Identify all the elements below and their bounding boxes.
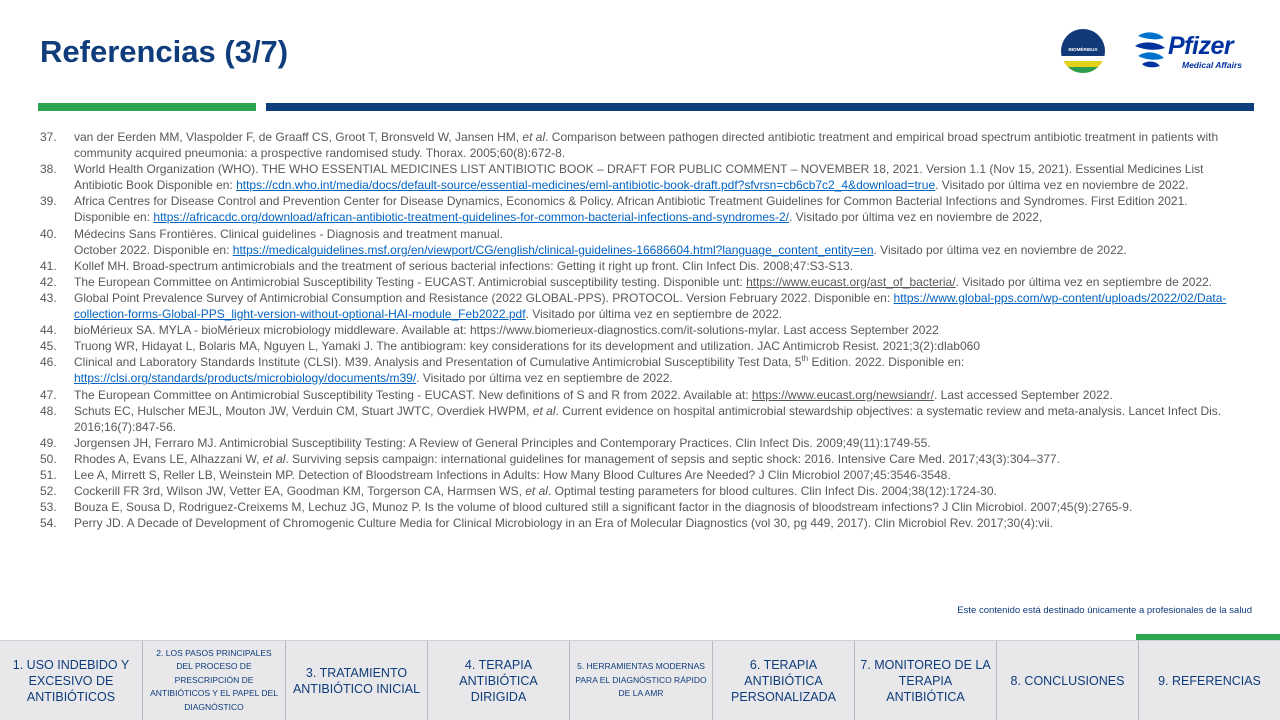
reference-item — [40, 226, 1245, 258]
reference-text: Africa Centres for Disease Control and Prevention Center for Disease Dynamics, Economics & Policy. African Antibiotic Treatment Guidelines for Common Bacterial Infections and Syndromes. First Edition 2021. Disponible en: — [74, 194, 1188, 225]
reference-text: . Optimal testing parameters for blood cultures. Clin Infect Dis. 2004;38(12):1724-30. — [547, 484, 997, 499]
biomerieux-logo-text: BIOMÉRIEUX — [1068, 47, 1098, 52]
reference-text: . Comparison between pathogen directed antibiotic treatment and empirical broad spectrum antibiotic treatment in patients with community acquired pneumonia: a prospective randomised study. Thorax. 2005;60(8):672-8. — [74, 130, 1219, 161]
reference-text: The European Committee on Antimicrobial Susceptibility Testing - EUCAST. New definitions of S and R from 2022. Available at: — [74, 387, 752, 402]
reference-item — [40, 338, 1245, 354]
reference-number: 44. — [40, 323, 57, 338]
reference-text: . Surviving sepsis campaign: international guidelines for management of sepsis and septic shock: 2016. Intensive Care Med. 2017;43(3):304–377. — [285, 451, 1060, 466]
nav-tab-8[interactable]: 8. CONCLUSIONES — [997, 641, 1139, 720]
reference-text: . Visitado por última vez en septiembre de 2022. — [525, 307, 783, 322]
reference-number: 41. — [40, 258, 57, 273]
reference-superscript: th — [801, 354, 809, 364]
reference-item — [40, 499, 1245, 515]
reference-item — [40, 161, 1245, 193]
reference-number: 38. — [40, 162, 57, 177]
reference-text: Kollef MH. Broad-spectrum antimicrobials and the treatment of serious bacterial infections: Getting it right up front. Clin Infect Dis. 2008;47:S3-S13. — [74, 258, 854, 273]
reference-text: Bouza E, Sousa D, Rodriguez-Creixems M, Lechuz JG, Munoz P. Is the volume of blood cultured still a significant factor in the diagnosis of bloodstream infections? J Clin Microbiol. 2007;45(9):2765-9. — [74, 500, 1133, 515]
reference-item — [40, 451, 1245, 467]
reference-text: Global Point Prevalence Survey of Antimicrobial Consumption and Resistance (2022 GLOBAL-PPS). PROTOCOL. Version February 2022. Disponible en: — [74, 290, 894, 305]
reference-link[interactable]: https://www.eucast.org/ast_of_bacteria/ — [746, 274, 956, 289]
reference-text: Clinical and Laboratory Standards Institute (CLSI). M39. Analysis and Presentation of Cumulative Antimicrobial Susceptibility Test Data, 5 — [74, 355, 802, 370]
reference-text: . Visitado por última vez en noviembre de 2022, — [789, 210, 1043, 225]
biomerieux-logo-icon — [1060, 28, 1106, 74]
pfizer-helix-icon — [1132, 28, 1170, 72]
reference-text: van der Eerden MM, Vlaspolder F, de Graaff CS, Groot T, Bronsveld W, Jansen HM, — [74, 130, 523, 144]
reference-text: Rhodes A, Evans LE, Alhazzani W, — [74, 451, 263, 466]
reference-text: Lee A, Mirrett S, Reller LB, Weinstein MP. Detection of Bloodstream Infections in Adults: How Many Blood Cultures Are Needed? J Clin Microbiol 2007;45:3546-3548. — [74, 467, 951, 482]
page-title: Referencias (3/7) — [40, 34, 289, 69]
reference-text: . Visitado por última vez en noviembre de 2022. — [873, 242, 1127, 257]
reference-text: . Visitado por última vez en septiembre de 2022. — [955, 274, 1213, 289]
reference-text: Médecins Sans Frontières. Clinical guidelines - Diagnosis and treatment manual. — [74, 226, 503, 241]
reference-item — [40, 354, 1245, 386]
reference-item — [40, 467, 1245, 483]
reference-list — [40, 129, 1245, 531]
reference-number: 52. — [40, 484, 57, 499]
reference-link[interactable]: https://cdn.who.int/media/docs/default-source/essential-medicines/eml-antibiotic-book-draft.pdf?sfvrsn=cb6cb7c2_4&download=true — [236, 178, 936, 193]
reference-number: 39. — [40, 194, 57, 209]
reference-link[interactable]: https://clsi.org/standards/products/microbiology/documents/m39/ — [74, 371, 417, 386]
reference-item — [40, 515, 1245, 531]
reference-text: World Health Organization (WHO). THE WHO ESSENTIAL MEDICINES LIST ANTIBIOTIC BOOK – DRAFT FOR PUBLIC COMMENT – NOVEMBER 18, 2021. Version 1.1 (Nov 15, 2021). Essential Medicines List Antibiotic Book Disponible en: — [74, 162, 1204, 193]
reference-text: Jorgensen JH, Ferraro MJ. Antimicrobial Susceptibility Testing: A Review of General Principles and Contemporary Practices. Clin Infect Dis. 2009;49(11):1749-55. — [74, 435, 931, 450]
reference-number: 43. — [40, 290, 57, 305]
reference-number: 50. — [40, 451, 57, 466]
reference-number: 45. — [40, 339, 57, 354]
reference-text: . Last accessed September 2022. — [934, 387, 1113, 402]
nav-tab-3[interactable]: 3. TRATAMIENTO ANTIBIÓTICO INICIAL — [286, 641, 428, 720]
reference-text: . Visitado por última vez en septiembre de 2022. — [416, 371, 673, 386]
biomerieux-logo — [1060, 28, 1106, 74]
reference-text: The European Committee on Antimicrobial Susceptibility Testing - EUCAST. Antimicrobial susceptibility testing. Disponible unt: — [74, 274, 747, 289]
disclaimer-text: Este contenido está destinado únicamente a profesionales de la salud — [957, 605, 1252, 616]
nav-tab-1[interactable]: 1. USO INDEBIDO Y EXCESIVO DE ANTIBIÓTICOS — [0, 641, 143, 720]
reference-number: 46. — [40, 355, 57, 370]
reference-item — [40, 322, 1245, 338]
reference-link[interactable]: https://africacdc.org/download/african-antibiotic-treatment-guidelines-for-common-bacterial-infections-and-syndromes-2/ — [153, 210, 790, 225]
reference-item — [40, 403, 1245, 435]
reference-text: Cockerill FR 3rd, Wilson JW, Vetter EA, Goodman KM, Torgerson CA, Harmsen WS, — [74, 484, 526, 499]
reference-text: . Current evidence on hospital antimicrobial stewardship objectives: a systematic review and meta-analysis. Lancet Infect Dis. 2016;16(7):847-56. — [74, 403, 1222, 434]
reference-number: 47. — [40, 387, 57, 402]
nav-tab-7[interactable]: 7. MONITOREO DE LA TERAPIA ANTIBIÓTICA — [855, 641, 997, 720]
reference-number: 53. — [40, 500, 57, 515]
reference-item — [40, 129, 1245, 161]
reference-text: . Visitado por última vez en noviembre de 2022. — [935, 178, 1189, 193]
reference-text: Edition. 2022. Disponible en: — [808, 355, 965, 370]
nav-tab-9[interactable]: 9. REFERENCIAS — [1158, 673, 1261, 688]
reference-item — [40, 435, 1245, 451]
reference-item — [40, 193, 1245, 225]
nav-tab-6[interactable]: 6. TERAPIA ANTIBIÓTICA PERSONALIZADA — [713, 641, 855, 720]
reference-number: 37. — [40, 130, 57, 144]
reference-text: Perry JD. A Decade of Development of Chromogenic Culture Media for Clinical Microbiology in an Era of Molecular Diagnostics (vol 30, pg 449, 2017). Clin Microbiol Rev. 2017;30(4):vii. — [74, 516, 1053, 531]
reference-number: 54. — [40, 516, 57, 531]
reference-item — [40, 387, 1245, 403]
reference-link[interactable]: https://www.eucast.org/newsiandr/ — [751, 387, 934, 402]
section-navigation — [0, 640, 1280, 720]
reference-number: 42. — [40, 274, 57, 289]
reference-text: Schuts EC, Hulscher MEJL, Mouton JW, Verduin CM, Stuart JWTC, Overdiek HWPM, — [74, 403, 533, 418]
title-divider-accent — [38, 103, 256, 111]
reference-text: Truong WR, Hidayat L, Bolaris MA, Nguyen L, Yamaki J. The antibiogram: key considerations for its development and utilization. JAC Antimicrob Resist. 2021;3(2):dlab060 — [74, 339, 980, 354]
nav-tab-4[interactable]: 4. TERAPIA ANTIBIÓTICA DIRIGIDA — [428, 641, 570, 720]
reference-text: bioMérieux SA. MYLA - bioMérieux microbiology middleware. Available at: https://www.biomerieux-diagnostics.com/it-solutions-mylar. Last access September 2022 — [74, 323, 939, 338]
reference-text: October 2022. Disponible en: — [74, 242, 233, 257]
reference-link[interactable]: https://www.global-pps.com/wp-content/uploads/2022/02/Data-collection-forms-Global-PPS_light-version-without-optional-HAI-module_Feb2022.pdf — [74, 290, 1227, 322]
reference-item — [40, 290, 1245, 322]
reference-number: 49. — [40, 435, 57, 450]
reference-italic-text: et al — [522, 130, 546, 144]
reference-number: 48. — [40, 403, 57, 418]
reference-item — [40, 274, 1245, 290]
reference-italic-text: et al — [532, 403, 556, 418]
reference-item — [40, 258, 1245, 274]
reference-italic-text: et al — [525, 484, 548, 499]
reference-item — [40, 483, 1245, 499]
title-divider — [266, 103, 1254, 111]
nav-tab-2[interactable]: 2. LOS PASOS PRINCIPALES DEL PROCESO DE PRESCRIPCIÓN DE ANTIBIÓTICOS Y EL PAPEL DEL DIAGNÓSTICO — [143, 641, 286, 720]
reference-link[interactable]: https://medicalguidelines.msf.org/en/viewport/CG/english/clinical-guidelines-16686604.html?language_content_entity=en — [232, 242, 874, 257]
reference-number: 40. — [40, 226, 57, 241]
reference-number: 51. — [40, 467, 57, 482]
reference-italic-text: et al — [262, 451, 286, 466]
pfizer-logo — [1132, 28, 1256, 76]
pfizer-logo-name: Pfizer — [1168, 32, 1234, 60]
nav-tab-5[interactable]: 5. HERRAMIENTAS MODERNAS PARA EL DIAGNÓSTICO RÁPIDO DE LA AMR — [570, 641, 713, 720]
pfizer-logo-subtitle: Medical Affairs — [1182, 60, 1242, 70]
